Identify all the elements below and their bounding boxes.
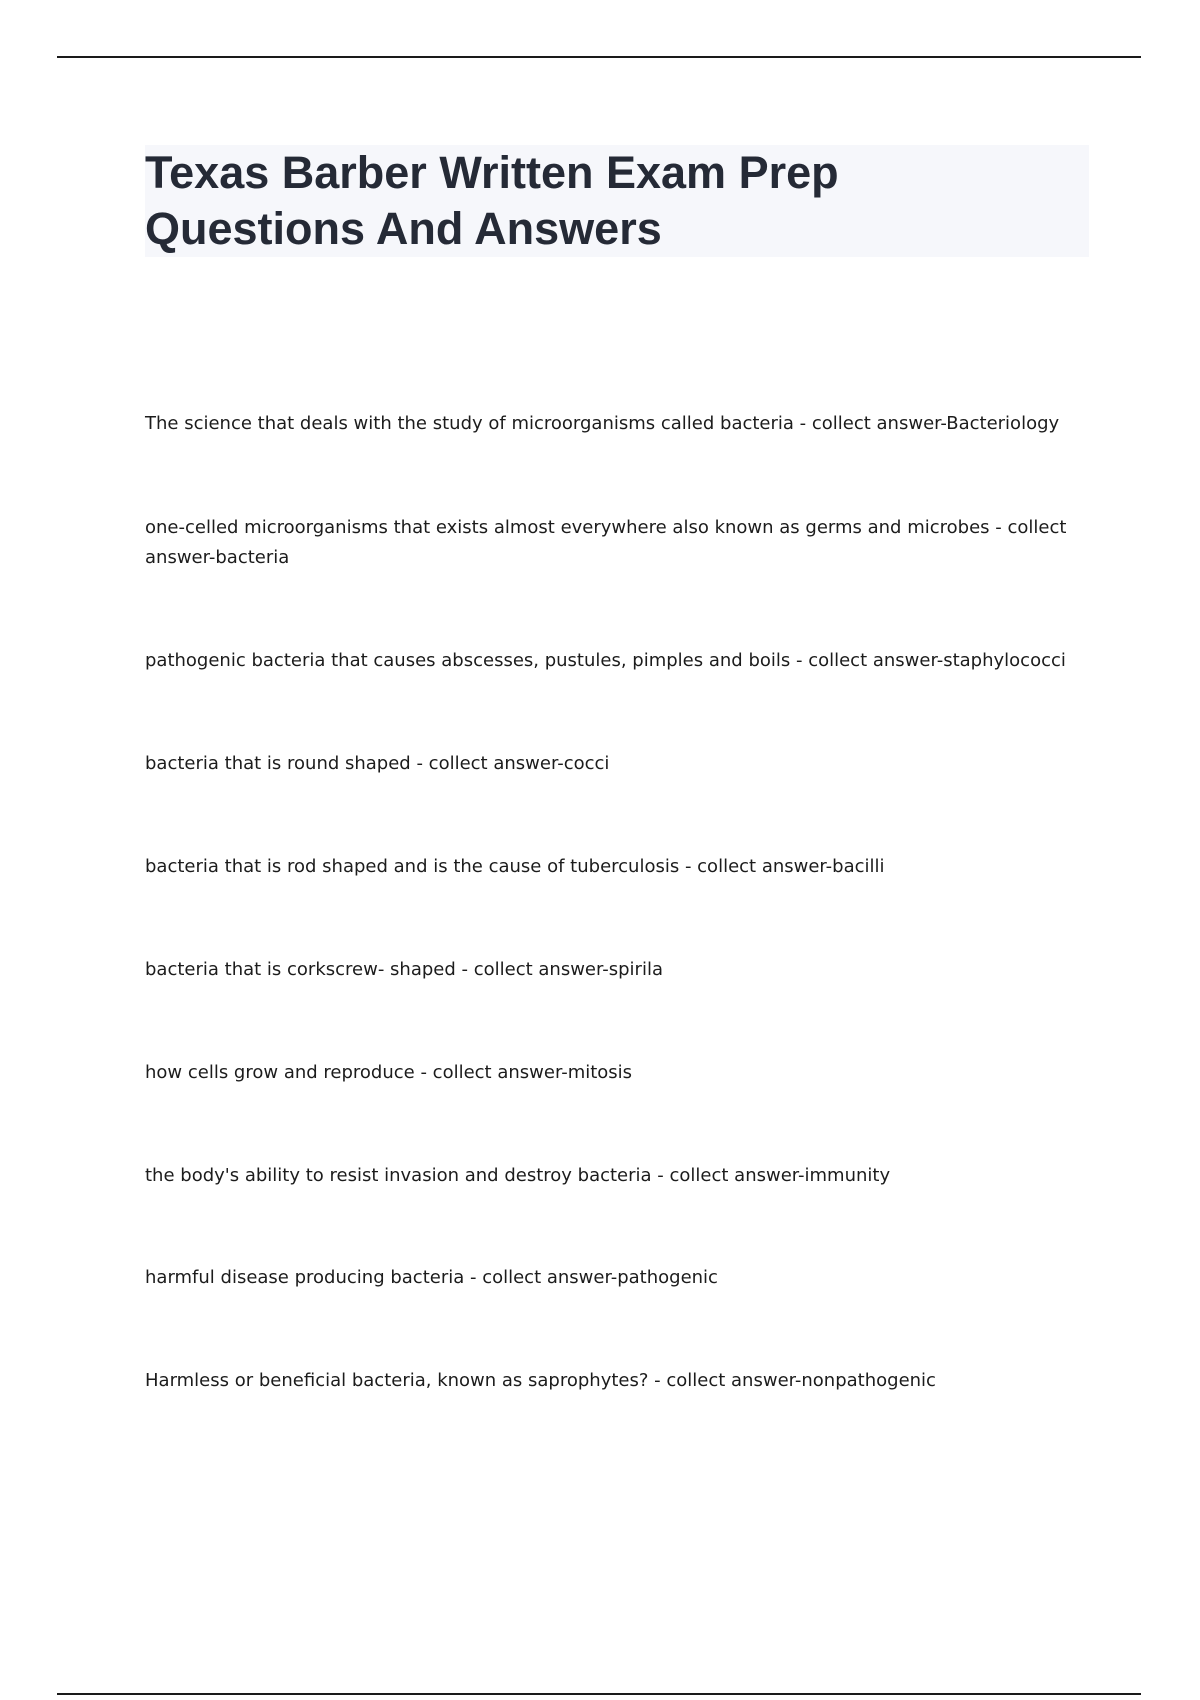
qa-item-2: one-celled microorganisms that exists almost everywhere also known as germs and microbes - collect answer-bacteria [145,517,1067,568]
qa-item-5: bacteria that is rod shaped and is the cause of tuberculosis - collect answer-bacilli [145,856,885,877]
document-title: Texas Barber Written Exam Prep Questions And Answers [145,147,839,254]
qa-item-7: how cells grow and reproduce - collect answer-mitosis [145,1062,633,1083]
qa-item-9: harmful disease producing bacteria - collect answer-pathogenic [145,1267,718,1288]
qa-item-6: bacteria that is corkscrew- shaped - collect answer-spirila [145,959,663,980]
qa-item-4: bacteria that is round shaped - collect answer-cocci [145,753,610,774]
qa-item-1: The science that deals with the study of microorganisms called bacteria - collect answer-Bacteriology [145,413,1060,434]
qa-item-10: Harmless or beneficial bacteria, known as saprophytes? - collect answer-nonpathogenic [145,1370,936,1391]
qa-item-8: the body's ability to resist invasion and destroy bacteria - collect answer-immunity [145,1165,891,1186]
title-banner [145,145,1089,257]
qa-item-3: pathogenic bacteria that causes abscesses, pustules, pimples and boils - collect answer-staphylococci [145,650,1066,671]
top-divider [57,56,1141,58]
bottom-divider [57,1693,1141,1695]
